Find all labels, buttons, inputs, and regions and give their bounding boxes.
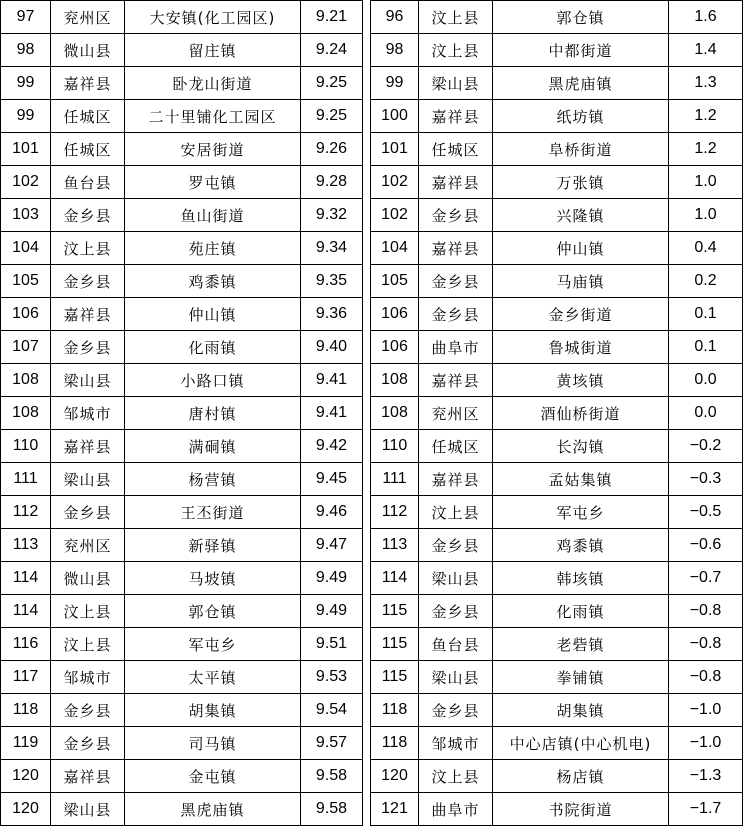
county-cell: 曲阜市	[419, 793, 493, 826]
table-row	[1, 463, 363, 496]
town-cell: 杨营镇	[125, 463, 301, 496]
value-cell: −0.7	[669, 562, 743, 595]
county-cell: 嘉祥县	[419, 463, 493, 496]
rank-cell: 119	[1, 727, 51, 760]
county-cell: 金乡县	[419, 298, 493, 331]
county-cell: 梁山县	[51, 463, 125, 496]
table-row	[371, 727, 743, 760]
table-row	[371, 661, 743, 694]
table-row	[1, 694, 363, 727]
rank-cell: 106	[1, 298, 51, 331]
county-cell: 金乡县	[51, 496, 125, 529]
value-cell: 0.4	[669, 232, 743, 265]
table-row	[371, 628, 743, 661]
rank-cell: 103	[1, 199, 51, 232]
table-row	[1, 133, 363, 166]
rank-cell: 118	[371, 694, 419, 727]
value-cell: 9.24	[301, 34, 363, 67]
county-cell: 汶上县	[51, 232, 125, 265]
town-cell: 留庄镇	[125, 34, 301, 67]
table-row	[371, 166, 743, 199]
table-row	[1, 397, 363, 430]
rank-cell: 116	[1, 628, 51, 661]
town-cell: 纸坊镇	[493, 100, 669, 133]
county-cell: 嘉祥县	[51, 430, 125, 463]
table-row	[371, 529, 743, 562]
town-cell: 卧龙山街道	[125, 67, 301, 100]
value-cell: 0.0	[669, 397, 743, 430]
county-cell: 金乡县	[419, 529, 493, 562]
value-cell: 1.3	[669, 67, 743, 100]
county-cell: 金乡县	[419, 595, 493, 628]
value-cell: 9.41	[301, 397, 363, 430]
rank-cell: 118	[371, 727, 419, 760]
town-cell: 杨店镇	[493, 760, 669, 793]
value-cell: 0.0	[669, 364, 743, 397]
rank-cell: 100	[371, 100, 419, 133]
county-cell: 微山县	[51, 34, 125, 67]
table-row	[1, 232, 363, 265]
town-cell: 安居街道	[125, 133, 301, 166]
rank-cell: 108	[1, 397, 51, 430]
rank-cell: 98	[371, 34, 419, 67]
town-cell: 军屯乡	[125, 628, 301, 661]
town-cell: 化雨镇	[493, 595, 669, 628]
rank-cell: 117	[1, 661, 51, 694]
rank-cell: 112	[371, 496, 419, 529]
town-cell: 阜桥街道	[493, 133, 669, 166]
table-row	[1, 529, 363, 562]
town-cell: 化雨镇	[125, 331, 301, 364]
value-cell: 0.2	[669, 265, 743, 298]
table-row	[371, 562, 743, 595]
county-cell: 邹城市	[419, 727, 493, 760]
town-cell: 鸡黍镇	[493, 529, 669, 562]
rank-cell: 99	[1, 67, 51, 100]
table-row	[1, 34, 363, 67]
table-row	[1, 628, 363, 661]
table-row	[1, 331, 363, 364]
table-row	[1, 760, 363, 793]
value-cell: 9.25	[301, 100, 363, 133]
town-cell: 马坡镇	[125, 562, 301, 595]
county-cell: 任城区	[419, 430, 493, 463]
value-cell: 9.42	[301, 430, 363, 463]
table-row	[371, 364, 743, 397]
rank-cell: 107	[1, 331, 51, 364]
county-cell: 金乡县	[51, 199, 125, 232]
value-cell: 1.6	[669, 1, 743, 34]
table-row	[371, 463, 743, 496]
value-cell: 1.0	[669, 199, 743, 232]
rank-cell: 108	[371, 397, 419, 430]
value-cell: 0.1	[669, 298, 743, 331]
town-cell: 书院街道	[493, 793, 669, 826]
county-cell: 任城区	[51, 100, 125, 133]
value-cell: 9.51	[301, 628, 363, 661]
rank-cell: 104	[1, 232, 51, 265]
rank-cell: 108	[1, 364, 51, 397]
value-cell: 9.45	[301, 463, 363, 496]
rank-cell: 106	[371, 298, 419, 331]
town-cell: 黑虎庙镇	[125, 793, 301, 826]
town-cell: 二十里铺化工园区	[125, 100, 301, 133]
rank-cell: 101	[1, 133, 51, 166]
town-cell: 新驿镇	[125, 529, 301, 562]
value-cell: 1.4	[669, 34, 743, 67]
town-cell: 兴隆镇	[493, 199, 669, 232]
town-cell: 仲山镇	[125, 298, 301, 331]
table-row	[1, 793, 363, 826]
table-row	[371, 793, 743, 826]
value-cell: −0.3	[669, 463, 743, 496]
rank-cell: 102	[1, 166, 51, 199]
value-cell: 1.2	[669, 133, 743, 166]
table-row	[371, 694, 743, 727]
table-row	[371, 67, 743, 100]
town-cell: 王丕街道	[125, 496, 301, 529]
rank-cell: 105	[1, 265, 51, 298]
town-cell: 太平镇	[125, 661, 301, 694]
value-cell: 9.58	[301, 793, 363, 826]
table-row	[1, 100, 363, 133]
county-cell: 金乡县	[51, 727, 125, 760]
rank-cell: 108	[371, 364, 419, 397]
town-cell: 金乡街道	[493, 298, 669, 331]
table-row	[371, 397, 743, 430]
value-cell: 9.36	[301, 298, 363, 331]
county-cell: 梁山县	[51, 793, 125, 826]
rank-cell: 112	[1, 496, 51, 529]
value-cell: 9.25	[301, 67, 363, 100]
value-cell: 9.21	[301, 1, 363, 34]
rank-cell: 114	[1, 562, 51, 595]
right-ranking-table	[370, 0, 743, 826]
table-row	[1, 727, 363, 760]
rank-cell: 120	[1, 793, 51, 826]
county-cell: 兖州区	[51, 529, 125, 562]
town-cell: 中心店镇(中心机电)	[493, 727, 669, 760]
town-cell: 鸡黍镇	[125, 265, 301, 298]
county-cell: 汶上县	[51, 595, 125, 628]
value-cell: −1.0	[669, 727, 743, 760]
value-cell: −0.8	[669, 628, 743, 661]
county-cell: 梁山县	[419, 661, 493, 694]
town-cell: 罗屯镇	[125, 166, 301, 199]
town-cell: 万张镇	[493, 166, 669, 199]
value-cell: −1.3	[669, 760, 743, 793]
county-cell: 汶上县	[419, 496, 493, 529]
value-cell: 9.34	[301, 232, 363, 265]
table-row	[1, 595, 363, 628]
table-row	[371, 1, 743, 34]
table-row	[371, 34, 743, 67]
county-cell: 汶上县	[419, 1, 493, 34]
town-cell: 老砦镇	[493, 628, 669, 661]
county-cell: 嘉祥县	[419, 364, 493, 397]
table-row	[1, 166, 363, 199]
town-cell: 黄垓镇	[493, 364, 669, 397]
county-cell: 曲阜市	[419, 331, 493, 364]
county-cell: 金乡县	[51, 265, 125, 298]
county-cell: 金乡县	[419, 199, 493, 232]
rank-cell: 104	[371, 232, 419, 265]
table-row	[1, 562, 363, 595]
rank-cell: 113	[1, 529, 51, 562]
county-cell: 梁山县	[419, 67, 493, 100]
county-cell: 鱼台县	[419, 628, 493, 661]
town-cell: 仲山镇	[493, 232, 669, 265]
county-cell: 任城区	[51, 133, 125, 166]
value-cell: 0.1	[669, 331, 743, 364]
value-cell: 9.40	[301, 331, 363, 364]
table-row	[371, 298, 743, 331]
rank-cell: 120	[1, 760, 51, 793]
town-cell: 郭仓镇	[125, 595, 301, 628]
county-cell: 兖州区	[419, 397, 493, 430]
rank-cell: 111	[1, 463, 51, 496]
table-row	[371, 199, 743, 232]
rank-cell: 121	[371, 793, 419, 826]
rank-cell: 120	[371, 760, 419, 793]
rank-cell: 110	[1, 430, 51, 463]
rank-cell: 98	[1, 34, 51, 67]
value-cell: 9.26	[301, 133, 363, 166]
rank-cell: 97	[1, 1, 51, 34]
rank-cell: 118	[1, 694, 51, 727]
value-cell: 9.41	[301, 364, 363, 397]
table-row	[371, 595, 743, 628]
rank-cell: 115	[371, 661, 419, 694]
value-cell: 9.57	[301, 727, 363, 760]
town-cell: 孟姑集镇	[493, 463, 669, 496]
value-cell: 9.35	[301, 265, 363, 298]
town-cell: 唐村镇	[125, 397, 301, 430]
rank-cell: 96	[371, 1, 419, 34]
town-cell: 酒仙桥街道	[493, 397, 669, 430]
town-cell: 长沟镇	[493, 430, 669, 463]
value-cell: 9.28	[301, 166, 363, 199]
town-cell: 苑庄镇	[125, 232, 301, 265]
county-cell: 鱼台县	[51, 166, 125, 199]
town-cell: 胡集镇	[125, 694, 301, 727]
table-row	[371, 331, 743, 364]
rank-cell: 110	[371, 430, 419, 463]
town-cell: 中都街道	[493, 34, 669, 67]
table-row	[371, 760, 743, 793]
value-cell: 1.2	[669, 100, 743, 133]
table-row	[1, 430, 363, 463]
value-cell: −0.8	[669, 595, 743, 628]
table-row	[1, 298, 363, 331]
rank-cell: 113	[371, 529, 419, 562]
town-cell: 郭仓镇	[493, 1, 669, 34]
table-row	[371, 496, 743, 529]
value-cell: −0.8	[669, 661, 743, 694]
county-cell: 兖州区	[51, 1, 125, 34]
value-cell: 9.47	[301, 529, 363, 562]
town-cell: 韩垓镇	[493, 562, 669, 595]
county-cell: 金乡县	[419, 265, 493, 298]
table-row	[371, 265, 743, 298]
value-cell: 1.0	[669, 166, 743, 199]
town-cell: 鲁城街道	[493, 331, 669, 364]
value-cell: −0.2	[669, 430, 743, 463]
county-cell: 嘉祥县	[419, 166, 493, 199]
town-cell: 拳铺镇	[493, 661, 669, 694]
value-cell: 9.54	[301, 694, 363, 727]
table-row	[1, 661, 363, 694]
county-cell: 金乡县	[419, 694, 493, 727]
left-ranking-table	[0, 0, 363, 826]
county-cell: 微山县	[51, 562, 125, 595]
table-row	[371, 100, 743, 133]
town-cell: 鱼山街道	[125, 199, 301, 232]
rank-cell: 114	[1, 595, 51, 628]
county-cell: 嘉祥县	[419, 232, 493, 265]
county-cell: 嘉祥县	[51, 760, 125, 793]
table-row	[1, 1, 363, 34]
rank-cell: 106	[371, 331, 419, 364]
county-cell: 梁山县	[51, 364, 125, 397]
table-row	[1, 496, 363, 529]
table-row	[1, 265, 363, 298]
rank-cell: 101	[371, 133, 419, 166]
county-cell: 汶上县	[419, 760, 493, 793]
county-cell: 嘉祥县	[51, 67, 125, 100]
table-row	[371, 430, 743, 463]
rank-cell: 99	[371, 67, 419, 100]
rank-cell: 105	[371, 265, 419, 298]
county-cell: 嘉祥县	[419, 100, 493, 133]
county-cell: 金乡县	[51, 694, 125, 727]
county-cell: 汶上县	[419, 34, 493, 67]
county-cell: 邹城市	[51, 397, 125, 430]
value-cell: 9.58	[301, 760, 363, 793]
town-cell: 大安镇(化工园区)	[125, 1, 301, 34]
value-cell: 9.46	[301, 496, 363, 529]
town-cell: 军屯乡	[493, 496, 669, 529]
rank-cell: 102	[371, 199, 419, 232]
town-cell: 满硐镇	[125, 430, 301, 463]
rank-cell: 115	[371, 595, 419, 628]
table-row	[1, 199, 363, 232]
table-row	[1, 67, 363, 100]
value-cell: 9.32	[301, 199, 363, 232]
county-cell: 任城区	[419, 133, 493, 166]
county-cell: 汶上县	[51, 628, 125, 661]
table-row	[1, 364, 363, 397]
rank-cell: 111	[371, 463, 419, 496]
value-cell: −1.0	[669, 694, 743, 727]
town-cell: 司马镇	[125, 727, 301, 760]
county-cell: 梁山县	[419, 562, 493, 595]
rank-cell: 99	[1, 100, 51, 133]
county-cell: 邹城市	[51, 661, 125, 694]
value-cell: −1.7	[669, 793, 743, 826]
value-cell: −0.5	[669, 496, 743, 529]
town-cell: 金屯镇	[125, 760, 301, 793]
county-cell: 嘉祥县	[51, 298, 125, 331]
table-row	[371, 232, 743, 265]
town-cell: 马庙镇	[493, 265, 669, 298]
rank-cell: 102	[371, 166, 419, 199]
value-cell: 9.53	[301, 661, 363, 694]
table-row	[371, 133, 743, 166]
value-cell: 9.49	[301, 562, 363, 595]
rank-cell: 114	[371, 562, 419, 595]
rank-cell: 115	[371, 628, 419, 661]
town-cell: 胡集镇	[493, 694, 669, 727]
town-cell: 黑虎庙镇	[493, 67, 669, 100]
town-cell: 小路口镇	[125, 364, 301, 397]
county-cell: 金乡县	[51, 331, 125, 364]
value-cell: 9.49	[301, 595, 363, 628]
value-cell: −0.6	[669, 529, 743, 562]
